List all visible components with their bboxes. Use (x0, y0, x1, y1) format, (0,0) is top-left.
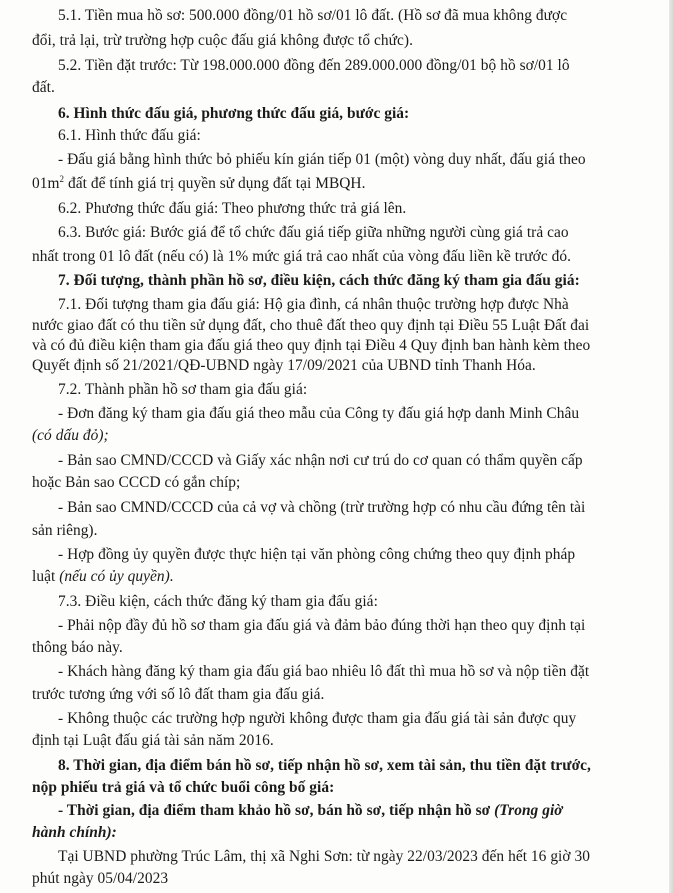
page-edge (669, 0, 673, 893)
text-line: nước giao đất có thu tiền sử dụng đất, cho thuê đất theo quy định tại Điều 55 Luật Đất đai (32, 317, 590, 334)
text-line: - Không thuộc các trường hợp người không được tham gia đấu giá tài sản được quy (58, 710, 577, 727)
text-line: đổi, trả lại, trừ trường hợp cuộc đấu giá không được tổ chức). (32, 32, 413, 49)
text-line: đất. (32, 79, 55, 96)
text-line: 7.2. Thành phần hồ sơ tham gia đấu giá: (58, 381, 308, 398)
text-line: hành chính): (32, 824, 117, 841)
text-line: 6.3. Bước giá: Bước giá để tổ chức đấu giá tiếp giữa những người cùng giá trả cao (58, 224, 569, 241)
text-line (58, 801, 663, 821)
text-line: và có đủ điều kiện tham gia đấu giá theo quy định tại Điều 4 Quy định ban hành kèm theo (32, 337, 591, 354)
text-line: sản riêng). (32, 522, 98, 539)
text-line: nhất trong 01 lô đất (nếu có) là 1% mức giá trả cao nhất của vòng đấu liền kề trước đó. (32, 248, 572, 265)
text-line (32, 174, 663, 194)
text-segment: (nếu có ủy quyền). (59, 568, 174, 585)
text-line: - Hợp đồng ủy quyền được thực hiện tại văn phòng công chứng theo quy định pháp (58, 546, 576, 563)
text-line: 5.1. Tiền mua hồ sơ: 500.000 đồng/01 hồ sơ/01 lô đất. (Hồ sơ đã mua không được (58, 7, 568, 24)
text-segment: - Thời gian, địa điểm tham khảo hồ sơ, bán hồ sơ, tiếp nhận hồ sơ (58, 802, 495, 819)
section-heading: nộp phiếu trả giá và tổ chức buổi công bố giá: (32, 779, 335, 796)
section-heading: 7. Đối tượng, thành phần hồ sơ, điều kiện, cách thức đăng ký tham gia đấu giá: (58, 272, 580, 289)
text-line: 7.3. Điều kiện, cách thức đăng ký tham gia đấu giá: (58, 593, 378, 610)
text-line: phút ngày 05/04/2023 (32, 870, 169, 887)
text-line: 6.1. Hình thức đấu giá: (58, 127, 201, 144)
superscript: 2 (59, 173, 65, 184)
text-line: 7.1. Đối tượng tham gia đấu giá: Hộ gia đình, cá nhân thuộc trường hợp được Nhà (58, 296, 569, 313)
text-line: thông báo này. (32, 639, 123, 656)
text-line: 5.2. Tiền đặt trước: Từ 198.000.000 đồng đến 289.000.000 đồng/01 bộ hồ sơ/01 lô (58, 57, 570, 74)
text-line: - Bản sao CMND/CCCD của cả vợ và chồng (trừ trường hợp có nhu cầu đứng tên tài (58, 499, 586, 516)
text-segment: đất để tính giá trị quyền sử dụng đất tại MBQH. (64, 175, 366, 192)
text-line: - Phải nộp đầy đủ hồ sơ tham gia đấu giá và đảm bảo đúng thời hạn theo quy định tại (58, 617, 586, 634)
text-segment: 01m (32, 175, 60, 192)
text-line (32, 567, 663, 587)
text-line: - Đấu giá bằng hình thức bỏ phiếu kín gián tiếp 01 (một) vòng duy nhất, đấu giá theo (58, 151, 586, 168)
section-heading: 8. Thời gian, địa điểm bán hồ sơ, tiếp nhận hồ sơ, xem tài sản, thu tiền đặt trước, (58, 757, 591, 774)
text-line: - Khách hàng đăng ký tham gia đấu giá bao nhiêu lô đất thì mua hồ sơ và nộp tiền đặt (58, 663, 590, 680)
text-line: 6.2. Phương thức đấu giá: Theo phương thức trả giá lên. (58, 200, 407, 217)
text-line: Tại UBND phường Trúc Lâm, thị xã Nghi Sơn: từ ngày 22/03/2023 đến hết 16 giờ 30 (58, 848, 590, 865)
text-line: trước tương ứng với số lô đất tham gia đấu giá. (32, 686, 325, 703)
text-line: - Đơn đăng ký tham gia đấu giá theo mẫu của Công ty đấu giá hợp danh Minh Châu (58, 405, 580, 422)
text-line: Quyết định số 21/2021/QĐ-UBND ngày 17/09/2021 của UBND tỉnh Thanh Hóa. (32, 357, 536, 374)
section-heading: 6. Hình thức đấu giá, phương thức đấu giá, bước giá: (58, 105, 410, 122)
text-line: định tại Luật đấu giá tài sản năm 2016. (32, 732, 274, 749)
text-line: - Bản sao CMND/CCCD và Giấy xác nhận nơi cư trú do cơ quan có thẩm quyền cấp (58, 452, 583, 469)
text-line: (có dấu đỏ); (32, 427, 109, 444)
text-segment: (Trong giờ (494, 802, 563, 819)
text-segment: luật (32, 568, 60, 585)
text-line: hoặc Bản sao CCCD có gắn chíp; (32, 474, 241, 491)
